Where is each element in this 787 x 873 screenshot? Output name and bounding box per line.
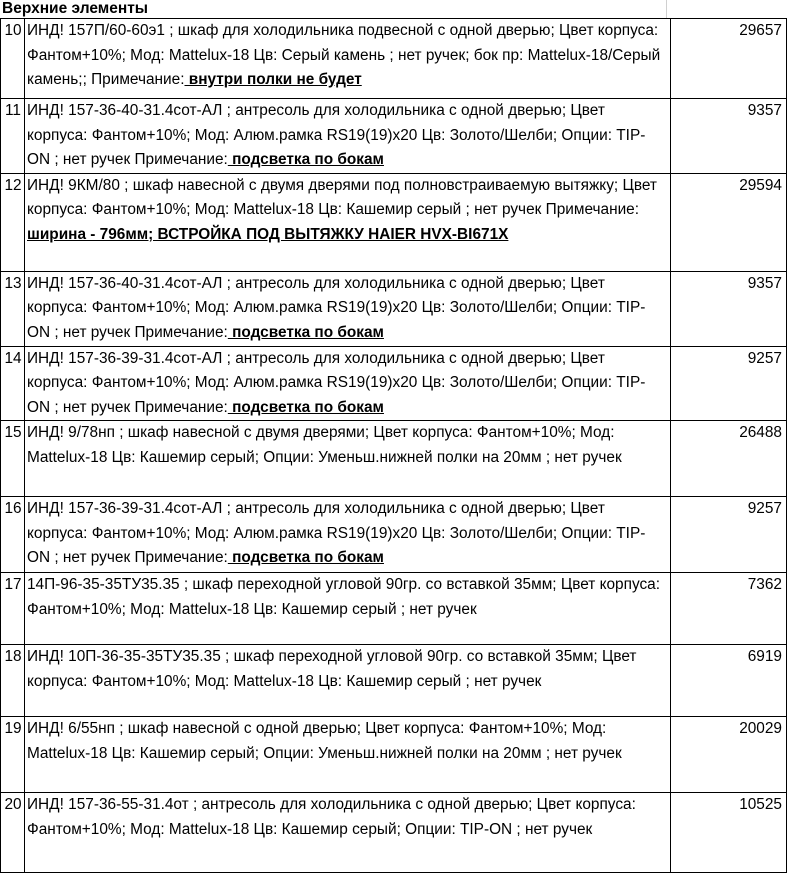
- item-text: ИНД! 6/55нп ; шкаф навесной с одной дверью; Цвет корпуса: Фантом+10%; Мод: Mattelux-18 Цв: Кашемир серый; Опции: Уменьш.нижней полки на 20мм ; нет ручек: [27, 720, 622, 762]
- item-price[interactable]: 7362: [671, 573, 787, 645]
- table-row: [1, 573, 787, 645]
- row-number[interactable]: 10: [1, 19, 25, 99]
- item-price[interactable]: 9357: [671, 99, 787, 174]
- table-row: [1, 271, 787, 346]
- item-note: подсветка по бокам: [227, 398, 384, 416]
- section-title[interactable]: Верхние элементы: [2, 0, 149, 17]
- item-description[interactable]: [25, 573, 671, 645]
- item-price[interactable]: 6919: [671, 645, 787, 717]
- row-number[interactable]: 12: [1, 173, 25, 271]
- item-text: ИНД! 157П/60-60э1 ; шкаф для холодильника подвесной с одной дверью; Цвет корпуса: Фантом+10%; Мод: Mattelux-18 Цв: Серый камень ; нет ручек; бок пр: Mattelux-18/Серый камень;; Примечание:: [27, 22, 661, 88]
- item-note: подсветка по бокам: [227, 151, 384, 168]
- item-text: ИНД! 10П-36-35-35ТУ35.35 ; шкаф переходной угловой 90гр. со вставкой 35мм; Цвет корпуса: Фантом+10%; Мод: Mattelux-18 Цв: Кашемир серый ; нет ручек: [27, 648, 637, 690]
- row-number[interactable]: 20: [1, 793, 25, 873]
- table-row: [1, 645, 787, 717]
- item-description[interactable]: [25, 19, 671, 99]
- row-number[interactable]: 17: [1, 573, 25, 645]
- item-price[interactable]: 26488: [671, 421, 787, 497]
- item-price[interactable]: 9257: [671, 346, 787, 421]
- item-text: 14П-96-35-35ТУ35.35 ; шкаф переходной угловой 90гр. со вставкой 35мм; Цвет корпуса: Фантом+10%; Мод: Mattelux-18 Цв: Кашемир серый ; нет ручек: [27, 576, 661, 618]
- item-text: ИНД! 9КМ/80 ; шкаф навесной с двумя дверями под полновстраиваемую вытяжку; Цвет корпуса: Фантом+10%; Мод: Mattelux-18 Цв: Кашемир серый ; нет ручек Примечание:: [27, 176, 657, 218]
- item-description[interactable]: [25, 645, 671, 717]
- item-description[interactable]: [25, 793, 671, 873]
- table-row: [1, 421, 787, 497]
- item-text: ИНД! 157-36-55-31.4от ; антресоль для холодильника с одной дверью; Цвет корпуса: Фантом+10%; Мод: Mattelux-18 Цв: Кашемир серый; Опции: TIP-ON ; нет ручек: [27, 796, 636, 838]
- item-description[interactable]: [25, 173, 671, 271]
- item-note: ширина - 796мм; ВСТРОЙКА ПОД ВЫТЯЖКУ HAIER HVX-BI671X: [27, 225, 509, 243]
- item-text: ИНД! 9/78нп ; шкаф навесной с двумя дверями; Цвет корпуса: Фантом+10%; Мод: Mattelux-18 Цв: Кашемир серый; Опции: Уменьш.нижней полки на 20мм ; нет ручек: [27, 424, 622, 466]
- item-description[interactable]: [25, 421, 671, 497]
- item-note: подсветка по бокам: [227, 549, 384, 566]
- item-price[interactable]: 29594: [671, 173, 787, 271]
- item-description[interactable]: [25, 497, 671, 573]
- row-number[interactable]: 16: [1, 497, 25, 573]
- item-price[interactable]: 9357: [671, 271, 787, 346]
- item-description[interactable]: [25, 271, 671, 346]
- item-note: подсветка по бокам: [227, 323, 384, 341]
- item-text: ИНД! 157-36-40-31.4сот-АЛ ; антресоль для холодильника с одной дверью; Цвет корпуса: Фантом+10%; Мод: Алюм.рамка RS19(19)x20 Цв: Золото/Шелби; Опции: TIP-ON ; нет ручек Примечание:: [27, 274, 646, 341]
- table-row: [1, 19, 787, 99]
- row-number[interactable]: 14: [1, 346, 25, 421]
- item-description[interactable]: [25, 346, 671, 421]
- table-row: [1, 173, 787, 271]
- row-number[interactable]: 11: [1, 99, 25, 174]
- item-price[interactable]: 20029: [671, 717, 787, 793]
- items-table: [0, 18, 787, 873]
- table-row: [1, 497, 787, 573]
- row-number[interactable]: 18: [1, 645, 25, 717]
- item-note: внутри полки не будет: [184, 71, 362, 88]
- item-text: ИНД! 157-36-40-31.4сот-АЛ ; антресоль для холодильника с одной дверью; Цвет корпуса: Фантом+10%; Мод: Алюм.рамка RS19(19)x20 Цв: Золото/Шелби; Опции: TIP-ON ; нет ручек Примечание:: [27, 102, 646, 168]
- table-row: [1, 793, 787, 873]
- row-number[interactable]: 13: [1, 271, 25, 346]
- table-row: [1, 346, 787, 421]
- table-row: [1, 99, 787, 174]
- gridline: [666, 0, 667, 18]
- row-number[interactable]: 15: [1, 421, 25, 497]
- item-price[interactable]: 9257: [671, 497, 787, 573]
- item-price[interactable]: 10525: [671, 793, 787, 873]
- item-price[interactable]: 29657: [671, 19, 787, 99]
- item-description[interactable]: [25, 99, 671, 174]
- table-row: [1, 717, 787, 793]
- item-text: ИНД! 157-36-39-31.4сот-АЛ ; антресоль для холодильника с одной дверью; Цвет корпуса: Фантом+10%; Мод: Алюм.рамка RS19(19)x20 Цв: Золото/Шелби; Опции: TIP-ON ; нет ручек Примечание:: [27, 349, 646, 416]
- item-text: ИНД! 157-36-39-31.4сот-АЛ ; антресоль для холодильника с одной дверью; Цвет корпуса: Фантом+10%; Мод: Алюм.рамка RS19(19)x20 Цв: Золото/Шелби; Опции: TIP-ON ; нет ручек Примечание:: [27, 500, 646, 566]
- row-number[interactable]: 19: [1, 717, 25, 793]
- item-description[interactable]: [25, 717, 671, 793]
